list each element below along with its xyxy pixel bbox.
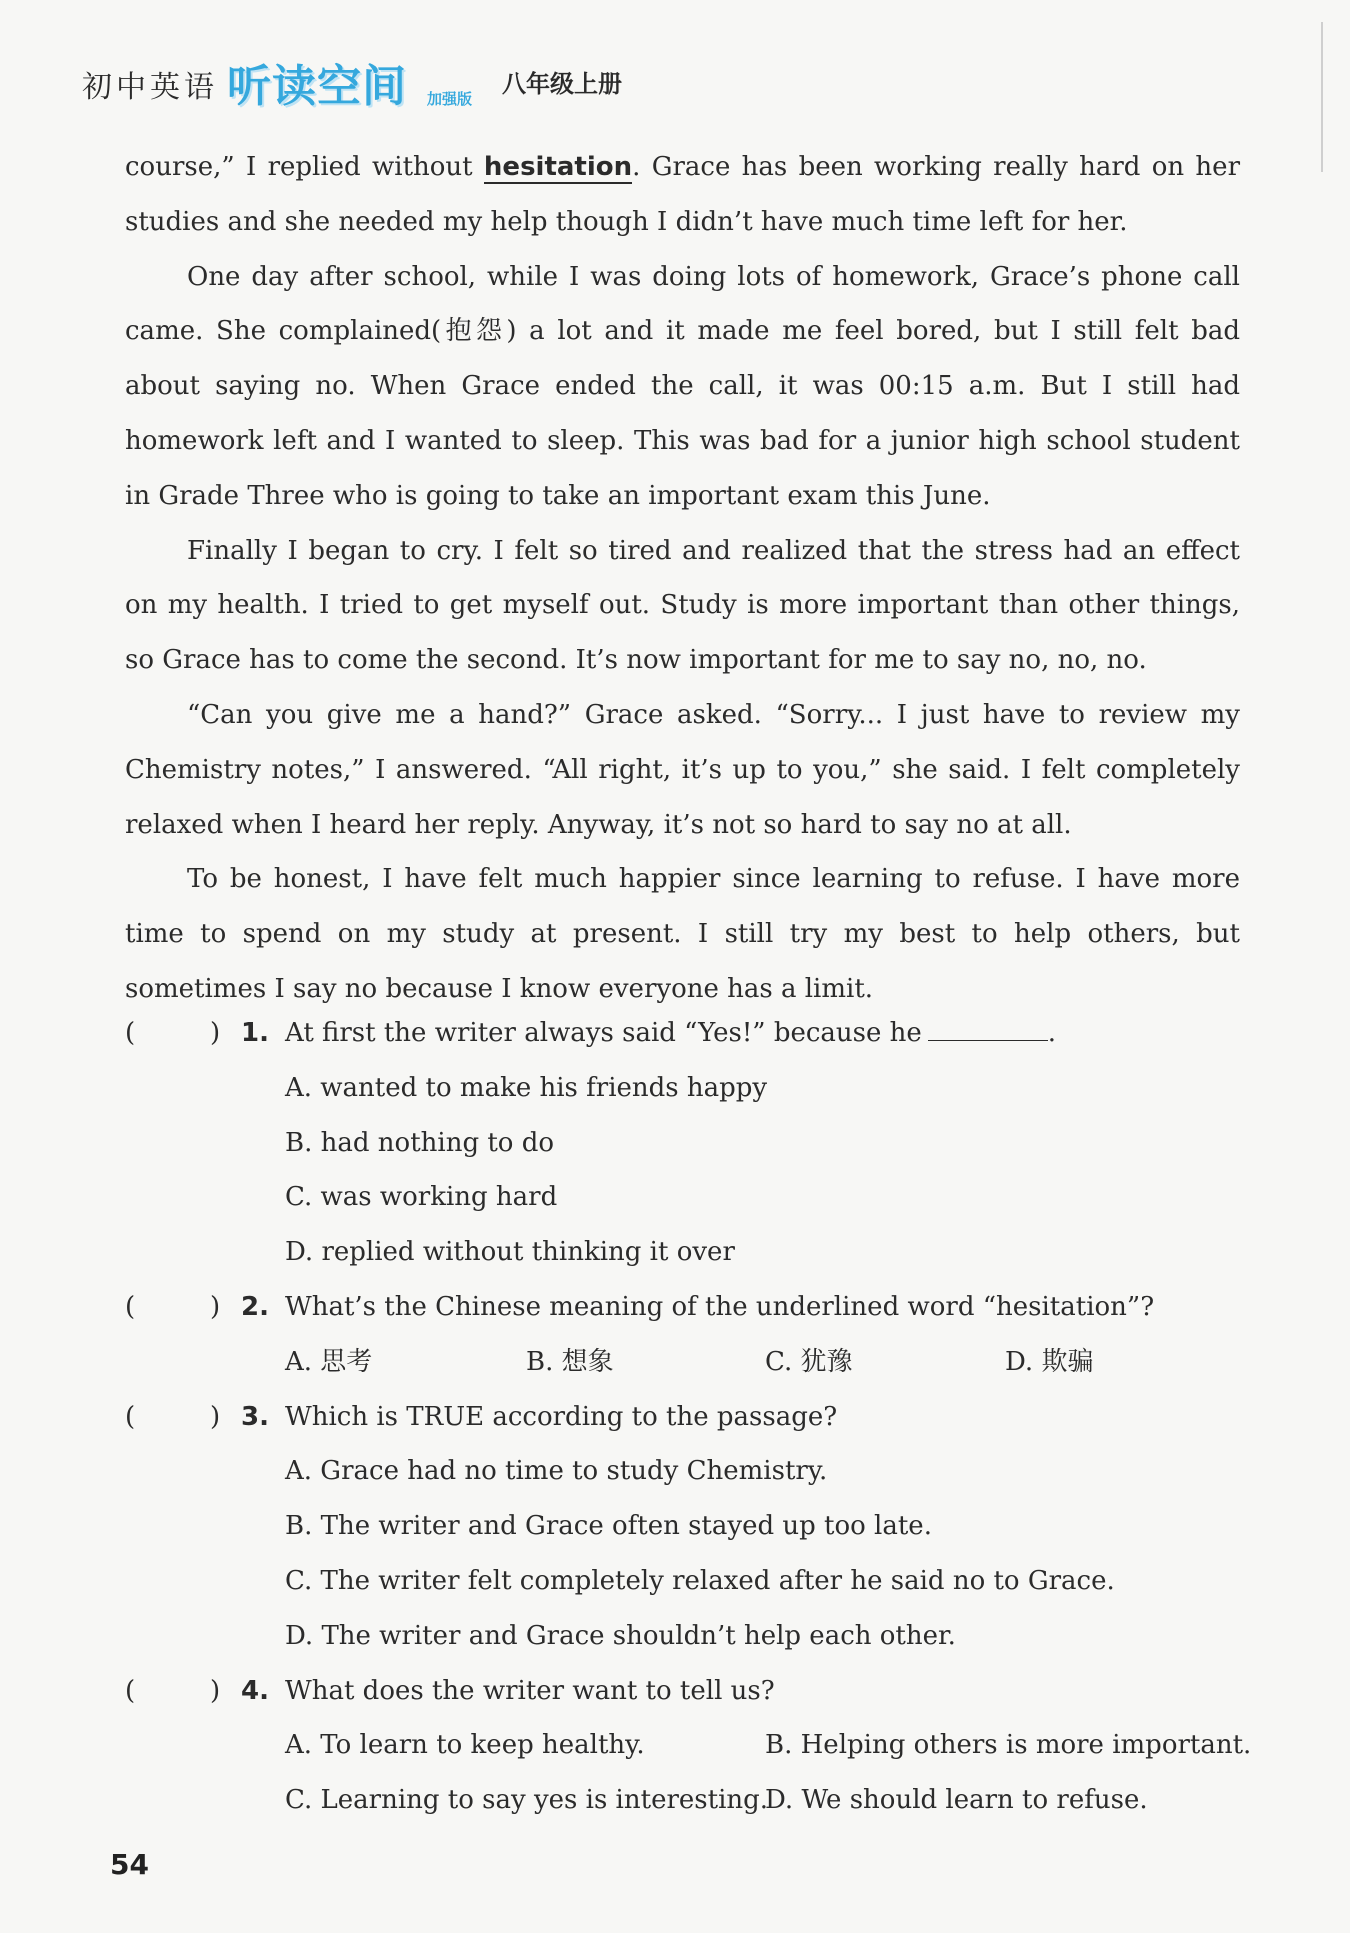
option-row bbox=[125, 1225, 1240, 1280]
option-row bbox=[125, 1773, 1240, 1828]
question-number: 2. bbox=[241, 1291, 269, 1322]
answer-paren-close: ) bbox=[210, 1018, 221, 1048]
page-edge-line bbox=[1321, 22, 1323, 172]
option: B. Helping others is more important. bbox=[765, 1730, 1252, 1761]
option: C. Learning to say yes is interesting. bbox=[285, 1785, 769, 1816]
option: C. The writer felt completely relaxed after he said no to Grace. bbox=[285, 1565, 1115, 1596]
option: A. Grace had no time to study Chemistry. bbox=[285, 1456, 828, 1487]
edition-label: 加强版 bbox=[427, 90, 473, 108]
option-row bbox=[125, 1170, 1240, 1225]
option: C. was working hard bbox=[285, 1182, 558, 1213]
grade-label: 八年级上册 bbox=[502, 70, 622, 98]
question-number: 4. bbox=[241, 1675, 269, 1706]
option: B. 想象 bbox=[526, 1346, 614, 1377]
series-title: 初中英语 bbox=[82, 70, 218, 105]
question-stem: Which is TRUE according to the passage? bbox=[285, 1401, 838, 1432]
reading-passage bbox=[125, 140, 1240, 1017]
passage-paragraph: One day after school, while I was doing lots of homework, Grace’s phone call came. She complained(抱怨) a lot and it made me feel bored, but I still felt bad about saying no. When Grace ended the call, it was 00:15 a.m. But I still had homework left and I wanted to sleep. This was bad for a junior high school student in Grade Three who is going to take an important exam this June. bbox=[125, 261, 1240, 511]
answer-blank bbox=[928, 1010, 1048, 1041]
option-row bbox=[125, 1061, 1240, 1116]
passage-paragraph: course,” I replied without hesitation. Grace has been working really hard on her studies and she needed my help though I didn’t have much time left for her. bbox=[125, 152, 1240, 237]
question-1 bbox=[125, 1006, 1240, 1061]
answer-paren-open: ( bbox=[125, 1401, 136, 1432]
option-row bbox=[125, 1499, 1240, 1554]
question-stem: What’s the Chinese meaning of the underlined word “hesitation”? bbox=[285, 1291, 1155, 1322]
answer-paren-open: ( bbox=[125, 1675, 136, 1706]
question-list bbox=[125, 1006, 1252, 1828]
question-3 bbox=[125, 1390, 1240, 1445]
question-stem: What does the writer want to tell us? bbox=[285, 1675, 775, 1706]
page-header bbox=[82, 48, 682, 118]
option: A. To learn to keep healthy. bbox=[285, 1730, 645, 1761]
option-row bbox=[125, 1609, 1240, 1664]
option: D. replied without thinking it over bbox=[285, 1237, 735, 1268]
option-row bbox=[125, 1444, 1240, 1499]
option: D. We should learn to refuse. bbox=[765, 1785, 1148, 1816]
option: A. wanted to make his friends happy bbox=[285, 1072, 768, 1103]
question-number: 1. bbox=[241, 1018, 269, 1048]
answer-paren-open: ( bbox=[125, 1291, 136, 1322]
question-2 bbox=[125, 1280, 1240, 1335]
question-number: 3. bbox=[241, 1401, 269, 1432]
option: B. had nothing to do bbox=[285, 1127, 555, 1158]
option-row bbox=[125, 1335, 1240, 1390]
option-row bbox=[125, 1718, 1252, 1773]
option-row bbox=[125, 1554, 1240, 1609]
passage-paragraph: “Can you give me a hand?” Grace asked. “Sorry... I just have to review my Chemistry notes,” I answered. “All right, it’s up to you,” she said. I felt completely relaxed when I heard her reply. Anyway, it’s not so hard to say no at all. bbox=[125, 699, 1240, 840]
option: A. 思考 bbox=[285, 1346, 373, 1377]
option: D. 欺骗 bbox=[1005, 1346, 1094, 1377]
option: B. The writer and Grace often stayed up too late. bbox=[285, 1511, 932, 1542]
passage-paragraph: To be honest, I have felt much happier since learning to refuse. I have more time to spend on my study at present. I still try my best to help others, but sometimes I say no because I know everyone has a limit. bbox=[125, 864, 1240, 1004]
brand-logo-text: 听读空间 bbox=[227, 61, 407, 112]
answer-paren-close: ) bbox=[210, 1401, 221, 1432]
option-row bbox=[125, 1116, 1240, 1171]
question-4 bbox=[125, 1664, 1240, 1719]
question-stem: At first the writer always said “Yes!” because he . bbox=[285, 1006, 1056, 1061]
passage-paragraph: Finally I began to cry. I felt so tired and realized that the stress had an effect on my health. I tried to get myself out. Study is more important than other things, so Grace has to come the second. It’s now important for me to say no, no, no. bbox=[125, 535, 1240, 676]
option: D. The writer and Grace shouldn’t help each other. bbox=[285, 1620, 956, 1651]
answer-paren-close: ) bbox=[210, 1675, 221, 1706]
answer-paren-open: ( bbox=[125, 1018, 136, 1048]
page-number: 54 bbox=[110, 1848, 149, 1881]
option: C. 犹豫 bbox=[765, 1346, 853, 1377]
answer-paren-close: ) bbox=[210, 1291, 221, 1322]
underlined-word: hesitation bbox=[483, 152, 633, 182]
